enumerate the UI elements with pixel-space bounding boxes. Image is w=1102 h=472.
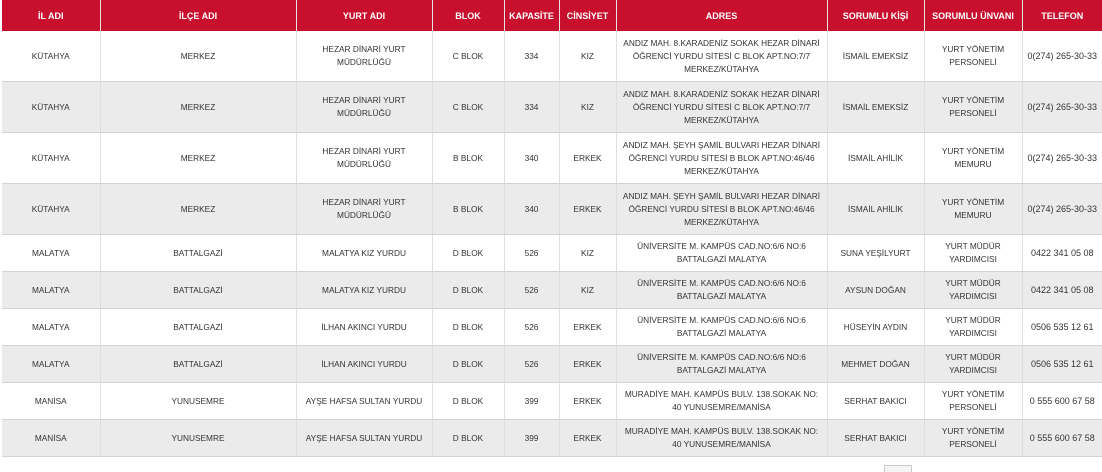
cell-telefon: 0422 341 05 08 — [1022, 235, 1102, 272]
cell-blok: C BLOK — [432, 82, 504, 133]
cell-ilce: BATTALGAZİ — [100, 272, 296, 309]
cell-yurt: HEZAR DİNARİ YURT MÜDÜRLÜĞÜ — [296, 31, 432, 82]
cell-telefon: 0506 535 12 61 — [1022, 309, 1102, 346]
cell-yurt: İLHAN AKINCI YURDU — [296, 309, 432, 346]
col-header-il-adi[interactable]: İL ADI — [2, 0, 100, 31]
cell-sorumlu-kisi: HÜSEYİN AYDIN — [827, 309, 924, 346]
cell-yurt: AYŞE HAFSA SULTAN YURDU — [296, 420, 432, 457]
cell-yurt: MALATYA KIZ YURDU — [296, 235, 432, 272]
cell-kapasite: 334 — [504, 82, 559, 133]
cell-sorumlu-kisi: MEHMET DOĞAN — [827, 346, 924, 383]
cell-blok: B BLOK — [432, 184, 504, 235]
cell-sorumlu-unvani: YURT YÖNETİM PERSONELİ — [924, 82, 1022, 133]
cell-sorumlu-kisi: İSMAİL EMEKSİZ — [827, 82, 924, 133]
cell-adres: ANDIZ MAH. ŞEYH ŞAMİL BULVARI HEZAR DİNARİ ÖĞRENCİ YURDU SİTESİ B BLOK APT.NO:46/46 MERKEZ/KÜTAHYA — [616, 133, 827, 184]
cell-il: KÜTAHYA — [2, 82, 100, 133]
cell-telefon: 0 555 600 67 58 — [1022, 383, 1102, 420]
cell-yurt: AYŞE HAFSA SULTAN YURDU — [296, 383, 432, 420]
cell-ilce: MERKEZ — [100, 133, 296, 184]
table-row — [2, 346, 1102, 383]
cell-cinsiyet: KIZ — [559, 82, 616, 133]
cell-kapasite: 399 — [504, 383, 559, 420]
cell-blok: D BLOK — [432, 235, 504, 272]
cell-yurt: İLHAN AKINCI YURDU — [296, 346, 432, 383]
cell-yurt: HEZAR DİNARİ YURT MÜDÜRLÜĞÜ — [296, 82, 432, 133]
cell-kapasite: 526 — [504, 309, 559, 346]
cell-ilce: BATTALGAZİ — [100, 346, 296, 383]
cell-telefon: 0(274) 265-30-33 — [1022, 133, 1102, 184]
cell-kapasite: 399 — [504, 420, 559, 457]
cell-ilce: MERKEZ — [100, 31, 296, 82]
cell-sorumlu-unvani: YURT YÖNETİM PERSONELİ — [924, 31, 1022, 82]
cell-cinsiyet: ERKEK — [559, 133, 616, 184]
cell-cinsiyet: ERKEK — [559, 309, 616, 346]
cell-blok: D BLOK — [432, 272, 504, 309]
pagination-control[interactable] — [884, 465, 912, 472]
header-row — [2, 0, 1102, 31]
cell-sorumlu-unvani: YURT YÖNETİM MEMURU — [924, 133, 1022, 184]
cell-sorumlu-unvani: YURT MÜDÜR YARDIMCISI — [924, 272, 1022, 309]
cell-il: MALATYA — [2, 272, 100, 309]
cell-adres: ÜNİVERSİTE M. KAMPÜS CAD.NO:6/6 NO:6 BATTALGAZİ MALATYA — [616, 346, 827, 383]
cell-cinsiyet: ERKEK — [559, 346, 616, 383]
cell-ilce: YUNUSEMRE — [100, 420, 296, 457]
col-header-sorumlu-kisi[interactable]: SORUMLU KİŞİ — [827, 0, 924, 31]
cell-ilce: BATTALGAZİ — [100, 235, 296, 272]
cell-blok: C BLOK — [432, 31, 504, 82]
cell-il: MANİSA — [2, 383, 100, 420]
cell-cinsiyet: KIZ — [559, 31, 616, 82]
cell-blok: D BLOK — [432, 420, 504, 457]
cell-sorumlu-unvani: YURT MÜDÜR YARDIMCISI — [924, 309, 1022, 346]
cell-kapasite: 340 — [504, 184, 559, 235]
cell-ilce: MERKEZ — [100, 82, 296, 133]
cell-kapasite: 526 — [504, 346, 559, 383]
cell-il: MALATYA — [2, 235, 100, 272]
dormitory-table — [2, 0, 1102, 457]
col-header-kapasite[interactable]: KAPASİTE — [504, 0, 559, 31]
cell-sorumlu-unvani: YURT YÖNETİM PERSONELİ — [924, 420, 1022, 457]
col-header-yurt-adi[interactable]: YURT ADI — [296, 0, 432, 31]
cell-sorumlu-kisi: SERHAT BAKICI — [827, 383, 924, 420]
cell-telefon: 0(274) 265-30-33 — [1022, 82, 1102, 133]
table-row — [2, 82, 1102, 133]
cell-sorumlu-unvani: YURT YÖNETİM MEMURU — [924, 184, 1022, 235]
cell-telefon: 0 555 600 67 58 — [1022, 420, 1102, 457]
cell-sorumlu-kisi: SERHAT BAKICI — [827, 420, 924, 457]
cell-il: KÜTAHYA — [2, 31, 100, 82]
table-row — [2, 383, 1102, 420]
cell-adres: ÜNİVERSİTE M. KAMPÜS CAD.NO:6/6 NO:6 BATTALGAZİ MALATYA — [616, 309, 827, 346]
cell-sorumlu-kisi: İSMAİL AHİLİK — [827, 184, 924, 235]
cell-adres: MURADİYE MAH. KAMPÜS BULV. 138.SOKAK NO: 40 YUNUSEMRE/MANİSA — [616, 420, 827, 457]
cell-il: KÜTAHYA — [2, 184, 100, 235]
cell-telefon: 0(274) 265-30-33 — [1022, 184, 1102, 235]
cell-cinsiyet: ERKEK — [559, 184, 616, 235]
cell-yurt: HEZAR DİNARİ YURT MÜDÜRLÜĞÜ — [296, 184, 432, 235]
cell-adres: ÜNİVERSİTE M. KAMPÜS CAD.NO:6/6 NO:6 BATTALGAZİ MALATYA — [616, 272, 827, 309]
cell-blok: D BLOK — [432, 383, 504, 420]
cell-ilce: YUNUSEMRE — [100, 383, 296, 420]
cell-telefon: 0422 341 05 08 — [1022, 272, 1102, 309]
col-header-telefon[interactable]: TELEFON — [1022, 0, 1102, 31]
cell-yurt: HEZAR DİNARİ YURT MÜDÜRLÜĞÜ — [296, 133, 432, 184]
col-header-cinsiyet[interactable]: CİNSİYET — [559, 0, 616, 31]
cell-kapasite: 526 — [504, 272, 559, 309]
cell-sorumlu-unvani: YURT MÜDÜR YARDIMCISI — [924, 235, 1022, 272]
table-row — [2, 309, 1102, 346]
cell-ilce: BATTALGAZİ — [100, 309, 296, 346]
cell-adres: ANDIZ MAH. ŞEYH ŞAMİL BULVARI HEZAR DİNARİ ÖĞRENCİ YURDU SİTESİ B BLOK APT.NO:46/46 MERKEZ/KÜTAHYA — [616, 184, 827, 235]
table-row — [2, 133, 1102, 184]
cell-yurt: MALATYA KIZ YURDU — [296, 272, 432, 309]
col-header-ilce-adi[interactable]: İLÇE ADI — [100, 0, 296, 31]
table-row — [2, 31, 1102, 82]
cell-sorumlu-unvani: YURT MÜDÜR YARDIMCISI — [924, 346, 1022, 383]
cell-blok: B BLOK — [432, 133, 504, 184]
cell-il: KÜTAHYA — [2, 133, 100, 184]
table-row — [2, 235, 1102, 272]
cell-kapasite: 340 — [504, 133, 559, 184]
cell-sorumlu-kisi: SUNA YEŞİLYURT — [827, 235, 924, 272]
cell-cinsiyet: KIZ — [559, 272, 616, 309]
cell-sorumlu-unvani: YURT YÖNETİM PERSONELİ — [924, 383, 1022, 420]
cell-ilce: MERKEZ — [100, 184, 296, 235]
cell-kapasite: 334 — [504, 31, 559, 82]
col-header-adres[interactable]: ADRES — [616, 0, 827, 31]
cell-sorumlu-kisi: AYSUN DOĞAN — [827, 272, 924, 309]
cell-il: MALATYA — [2, 346, 100, 383]
cell-cinsiyet: ERKEK — [559, 383, 616, 420]
cell-il: MALATYA — [2, 309, 100, 346]
cell-adres: ANDIZ MAH. 8.KARADENİZ SOKAK HEZAR DİNARİ ÖĞRENCİ YURDU SİTESİ C BLOK APT.NO:7/7 MERKEZ/KÜTAHYA — [616, 82, 827, 133]
cell-blok: D BLOK — [432, 346, 504, 383]
cell-adres: MURADİYE MAH. KAMPÜS BULV. 138.SOKAK NO: 40 YUNUSEMRE/MANİSA — [616, 383, 827, 420]
cell-il: MANİSA — [2, 420, 100, 457]
table-row — [2, 184, 1102, 235]
cell-kapasite: 526 — [504, 235, 559, 272]
cell-adres: ÜNİVERSİTE M. KAMPÜS CAD.NO:6/6 NO:6 BATTALGAZİ MALATYA — [616, 235, 827, 272]
cell-cinsiyet: ERKEK — [559, 420, 616, 457]
cell-telefon: 0506 535 12 61 — [1022, 346, 1102, 383]
col-header-sorumlu-unvani[interactable]: SORUMLU ÜNVANI — [924, 0, 1022, 31]
table-row — [2, 272, 1102, 309]
cell-cinsiyet: KIZ — [559, 235, 616, 272]
table-row — [2, 420, 1102, 457]
cell-sorumlu-kisi: İSMAİL AHİLİK — [827, 133, 924, 184]
cell-blok: D BLOK — [432, 309, 504, 346]
cell-sorumlu-kisi: İSMAİL EMEKSİZ — [827, 31, 924, 82]
cell-adres: ANDIZ MAH. 8.KARADENİZ SOKAK HEZAR DİNARİ ÖĞRENCİ YURDU SİTESİ C BLOK APT.NO:7/7 MERKEZ/KÜTAHYA — [616, 31, 827, 82]
cell-telefon: 0(274) 265-30-33 — [1022, 31, 1102, 82]
col-header-blok[interactable]: BLOK — [432, 0, 504, 31]
